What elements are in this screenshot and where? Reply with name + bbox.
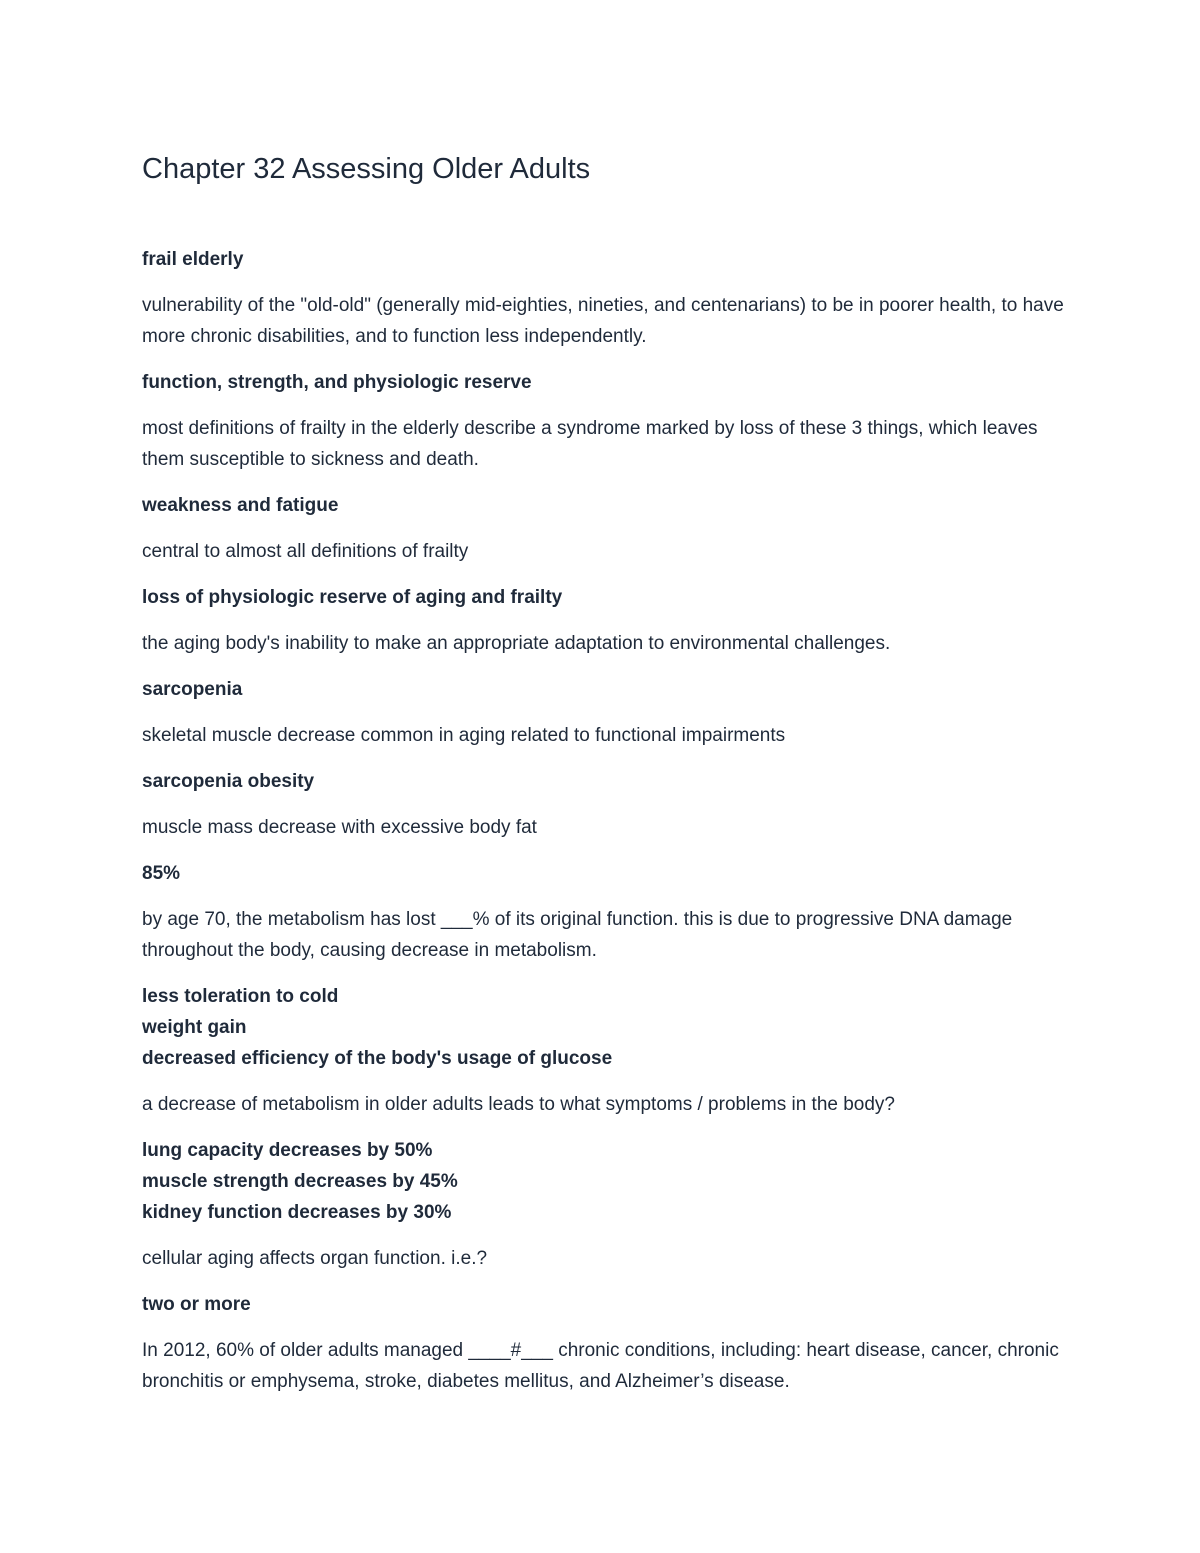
card-term: [142, 490, 1072, 521]
term-line: two or more: [142, 1294, 251, 1315]
card-definition: a decrease of metabolism in older adults leads to what symptoms / problems in the body?: [142, 1094, 895, 1115]
flashcard: [142, 1135, 1072, 1274]
flashcard: [142, 981, 1072, 1120]
card-definition: muscle mass decrease with excessive body fat: [142, 817, 537, 838]
flashcard: [142, 766, 1072, 843]
term-line: less toleration to cold: [142, 986, 339, 1007]
document-title: Chapter 32 Assessing Older Adults: [142, 153, 591, 185]
flashcard: [142, 490, 1072, 567]
card-definition: cellular aging affects organ function. i.e.?: [142, 1248, 488, 1269]
card-definition: by age 70, the metabolism has lost ___% of its original function. this is due to progressive DNA damage throughout the body, causing decrease in metabolism.: [142, 909, 1013, 961]
term-line: lung capacity decreases by 50%: [142, 1140, 433, 1161]
card-definition: most definitions of frailty in the elderly describe a syndrome marked by loss of these 3 things, which leaves them susceptible to sickness and death.: [142, 418, 1038, 470]
flashcard: [142, 367, 1072, 475]
card-definition: central to almost all definitions of frailty: [142, 541, 469, 562]
term-line: function, strength, and physiologic reserve: [142, 372, 532, 393]
card-term: [142, 244, 1072, 275]
card-definition: skeletal muscle decrease common in aging related to functional impairments: [142, 725, 786, 746]
flashcard: [142, 858, 1072, 966]
card-term: [142, 1289, 1072, 1320]
card-term: [142, 981, 1072, 1074]
term-line: sarcopenia: [142, 679, 243, 700]
card-term: [142, 858, 1072, 889]
card-term: [142, 367, 1072, 398]
card-term: [142, 582, 1072, 613]
term-line: loss of physiologic reserve of aging and frailty: [142, 587, 563, 608]
term-line: muscle strength decreases by 45%: [142, 1171, 458, 1192]
card-definition: vulnerability of the "old-old" (generally mid-eighties, nineties, and centenarians) to be in poorer health, to have more chronic disabilities, and to function less independently.: [142, 295, 1064, 347]
flashcard: [142, 674, 1072, 751]
document-page: [142, 150, 1072, 1412]
term-line: kidney function decreases by 30%: [142, 1202, 452, 1223]
flashcard: [142, 1289, 1072, 1397]
card-term: [142, 1135, 1072, 1228]
flashcard: [142, 582, 1072, 659]
term-line: weight gain: [142, 1017, 247, 1038]
card-definition: In 2012, 60% of older adults managed ____#___ chronic conditions, including: heart disease, cancer, chronic bronchitis or emphysema, stroke, diabetes mellitus, and Alzheimer’s disease.: [142, 1340, 1059, 1392]
card-definition: the aging body's inability to make an appropriate adaptation to environmental challenges.: [142, 633, 891, 654]
term-line: decreased efficiency of the body's usage of glucose: [142, 1048, 613, 1069]
term-line: sarcopenia obesity: [142, 771, 315, 792]
term-line: frail elderly: [142, 249, 244, 270]
card-term: [142, 766, 1072, 797]
card-term: [142, 674, 1072, 705]
flashcard: [142, 244, 1072, 352]
term-line: weakness and fatigue: [142, 495, 339, 516]
term-line: 85%: [142, 863, 181, 884]
